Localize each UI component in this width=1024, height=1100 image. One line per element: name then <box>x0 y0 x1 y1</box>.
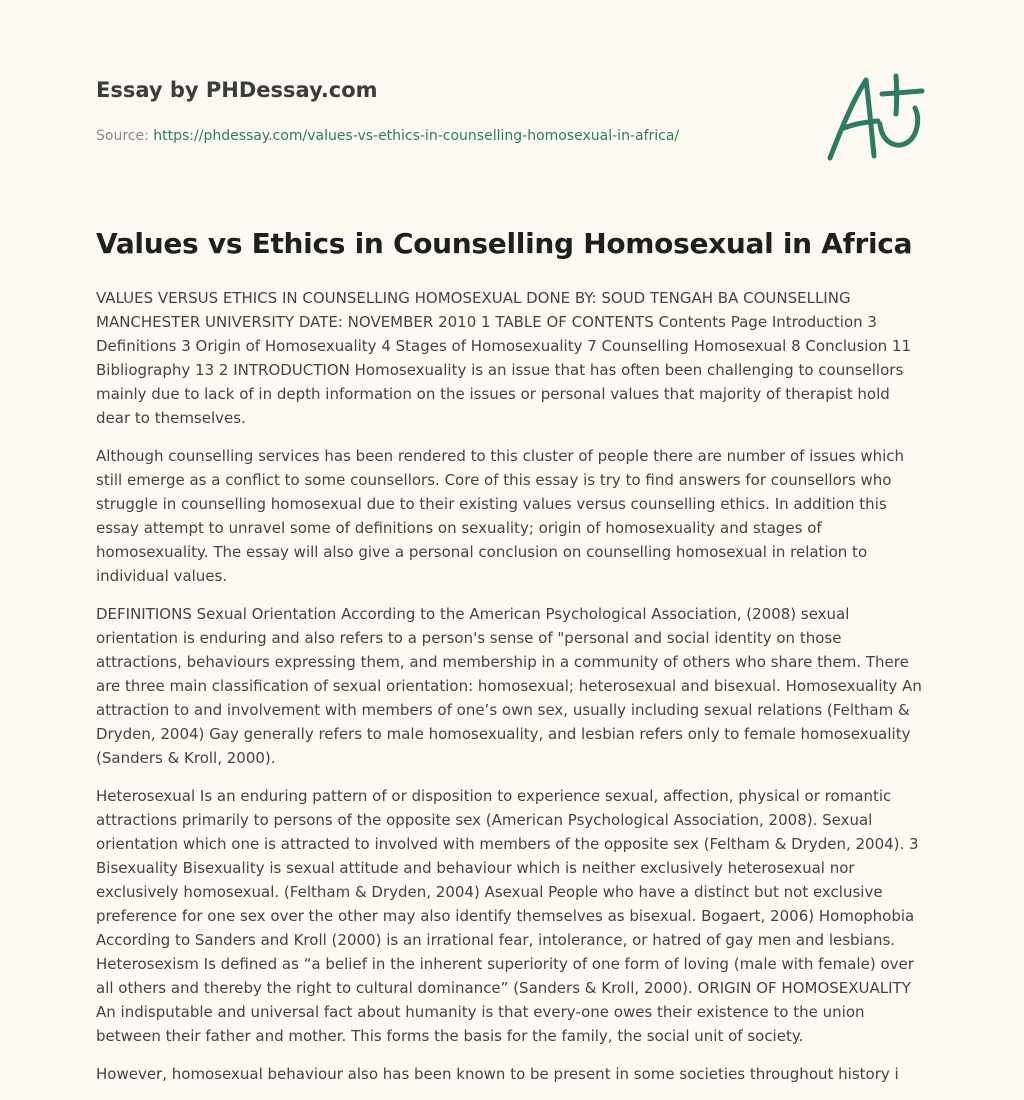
paragraph: Heterosexual Is an enduring pattern of or disposition to experience sexual, affection, physical or romantic attractions primarily to persons of the opposite sex (American Psychological Association, 2008). Sexual orientation which one is attracted to involved with members of the opposite sex (Feltham & Dryden, 2004). 3 Bisexuality Bisexuality is sexual attitude and behaviour which is neither exclusively heterosexual nor exclusively homosexual. (Feltham & Dryden, 2004) Asexual People who have a distinct but not exclusive preference for one sex over the other may also identify themselves as bisexual. Bogaert, 2006) Homophobia According to Sanders and Kroll (2000) is an irrational fear, intolerance, or hatred of gay men and lesbians. Heterosexism Is defined as “a belief in the inherent superiority of one form of loving (male with female) over all others and thereby the right to cultural dominance” (Sanders & Kroll, 2000). ORIGIN OF HOMOSEXUALITY An indisputable and universal fact about humanity is that every-one owes their existence to the union between their father and mother. This forms the basis for the family, the social unit of society. <box>96 787 919 1045</box>
paragraph: DEFINITIONS Sexual Orientation According to the American Psychological Association, (2008) sexual orientation is enduring and also refers to a person's sense of "personal and social identity on those attractions, behaviours expressing them, and membership in a community of others who share them. There are three main classification of sexual orientation: homosexual; heterosexual and bisexual. Homosexuality An attraction to and involvement with members of one’s own sex, usually including sexual relations (Feltham & Dryden, 2004) Gay generally refers to male homosexuality, and lesbian refers only to female homosexuality (Sanders & Kroll, 2000). <box>96 605 922 767</box>
source-line <box>96 126 796 146</box>
article-title: Values vs Ethics in Counselling Homosexual in Africa <box>96 227 913 260</box>
article-body <box>96 286 928 1100</box>
source-link[interactable]: https://phdessay.com/values-vs-ethics-in-counselling-homosexual-in-africa/ <box>153 128 680 144</box>
a-plus-logo-icon <box>822 66 932 166</box>
paragraph: VALUES VERSUS ETHICS IN COUNSELLING HOMOSEXUAL DONE BY: SOUD TENGAH BA COUNSELLING MANCHESTER UNIVERSITY DATE: NOVEMBER 2010 1 TABLE OF CONTENTS Contents Page Introduction 3 Definitions 3 Origin of Homosexuality 4 Stages of Homosexuality 7 Counselling Homosexual 8 Conclusion 11 Bibliography 13 2 INTRODUCTION Homosexuality is an issue that has often been challenging to counsellors mainly due to lack of in depth information on the issues or personal values that majority of therapist hold dear to themselves. <box>96 289 912 427</box>
site-brand: Essay by PHDessay.com <box>96 78 378 102</box>
paragraph: However, homosexual behaviour also has been known to be present in some societies throughout history i <box>96 1065 899 1083</box>
paragraph: Although counselling services has been rendered to this cluster of people there are number of issues which still emerge as a conflict to some counsellors. Core of this essay is try to find answers for counsellors who struggle in counselling homosexual due to their existing values versus counselling ethics. In addition this essay attempt to unravel some of definitions on sexuality; origin of homosexuality and stages of homosexuality. The essay will also give a personal conclusion on counselling homosexual in relation to individual values. <box>96 447 905 585</box>
source-label: Source: <box>96 128 154 144</box>
essay-header <box>96 76 796 146</box>
